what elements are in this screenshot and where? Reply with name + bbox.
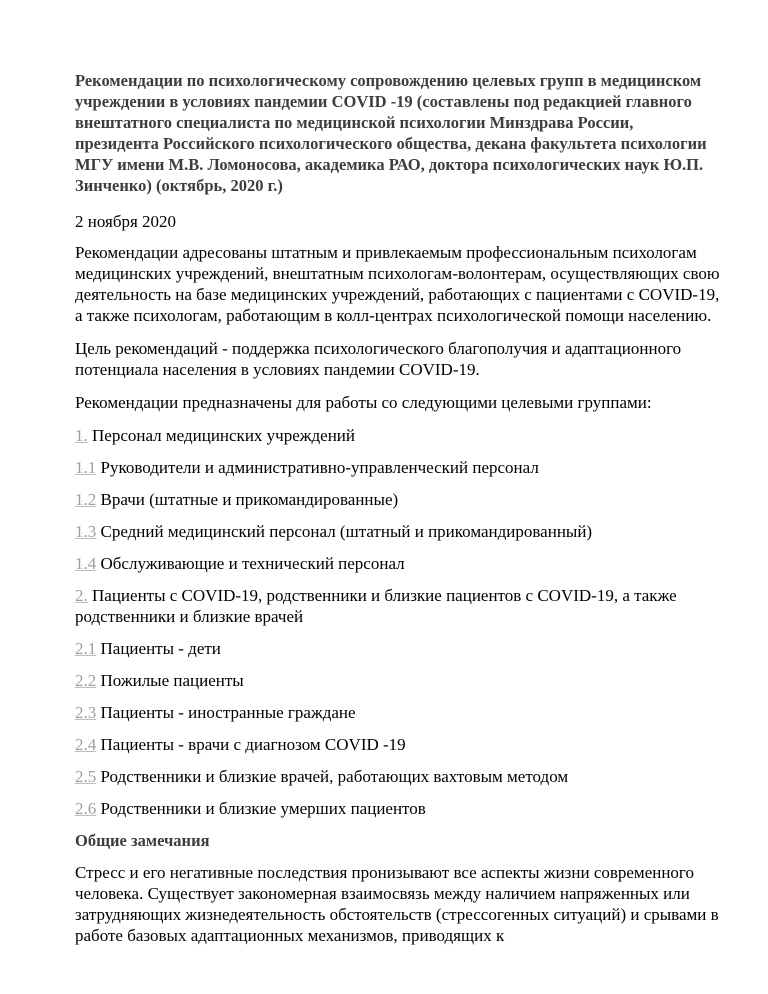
document-title: Рекомендации по психологическому сопровождению целевых групп в медицинском учреждении в условиях пандемии COVID -19 (составлены под редакцией главного внештатного специалиста по медицинской психологии Минздрава России, президента Российского психологического общества, декана факультета психологии МГУ имени М.В. Ломоносова, академика РАО, доктора психологических наук Ю.П. Зинченко) (октябрь, 2020 г.) [75,71,707,195]
list-item [75,798,720,819]
publication-date: 2 ноября 2020 [75,212,177,231]
list-item [75,489,720,510]
item-text: Пациенты - врачи с диагнозом COVID -19 [100,735,406,754]
list-item [75,553,720,574]
intro-paragraph: Рекомендации адресованы штатным и привлекаемым профессиональным психологам медицинских учреждений, внештатным психологам-волонтерам, осуществляющих свою деятельность на базе медицинских учреждений, работающих с пациентами с COVID-19, а также психологам, работающим в колл-центрах психологической помощи населению. [75,243,720,325]
list-item [75,702,720,723]
item-number-link[interactable]: 1.4 [75,554,97,573]
groups-intro-paragraph: Рекомендации предназначены для работы со следующими целевыми группами: [75,393,652,412]
list-item [75,585,720,627]
goal-paragraph: Цель рекомендаций - поддержка психологического благополучия и адаптационного потенциала населения в условиях пандемии COVID-19. [75,339,682,379]
item-number-link[interactable]: 2. [75,586,88,605]
item-number-link[interactable]: 2.2 [75,671,97,690]
item-text: Пациенты - дети [100,639,221,658]
item-number-link[interactable]: 1.3 [75,522,97,541]
item-text: Родственники и близкие умерших пациентов [100,799,426,818]
list-item [75,734,720,755]
item-number-link[interactable]: 2.3 [75,703,97,722]
list-item [75,425,720,446]
item-number-link[interactable]: 1.1 [75,458,97,477]
item-number-link[interactable]: 2.4 [75,735,97,754]
section-paragraph: Стресс и его негативные последствия пронизывают все аспекты жизни современного человека. Существует закономерная взаимосвязь между наличием напряженных или затрудняющих жизнедеятельность обстоятельств (стрессогенных ситуаций) и срывами в работе базовых адаптационных механизмов, приводящих к [75,863,719,945]
list-item [75,521,720,542]
item-text: Пациенты с COVID-19, родственники и близкие пациентов с COVID-19, а также родственники и близкие врачей [75,586,677,626]
item-number-link[interactable]: 1.2 [75,490,97,509]
item-number-link[interactable]: 2.1 [75,639,97,658]
item-number-link[interactable]: 2.6 [75,799,97,818]
item-number-link[interactable]: 1. [75,426,88,445]
item-text: Врачи (штатные и прикомандированные) [100,490,399,509]
item-number-link[interactable]: 2.5 [75,767,97,786]
list-item [75,457,720,478]
item-text: Родственники и близкие врачей, работающих вахтовым методом [100,767,569,786]
item-text: Руководители и административно-управленческий персонал [100,458,539,477]
list-item [75,670,720,691]
item-text: Пожилые пациенты [100,671,244,690]
item-text: Пациенты - иностранные граждане [100,703,356,722]
target-groups-list [75,425,720,819]
list-item [75,766,720,787]
item-text: Средний медицинский персонал (штатный и прикомандированный) [100,522,593,541]
section-heading: Общие замечания [75,831,210,850]
item-text: Обслуживающие и технический персонал [100,554,405,573]
list-item [75,638,720,659]
item-text: Персонал медицинских учреждений [92,426,355,445]
